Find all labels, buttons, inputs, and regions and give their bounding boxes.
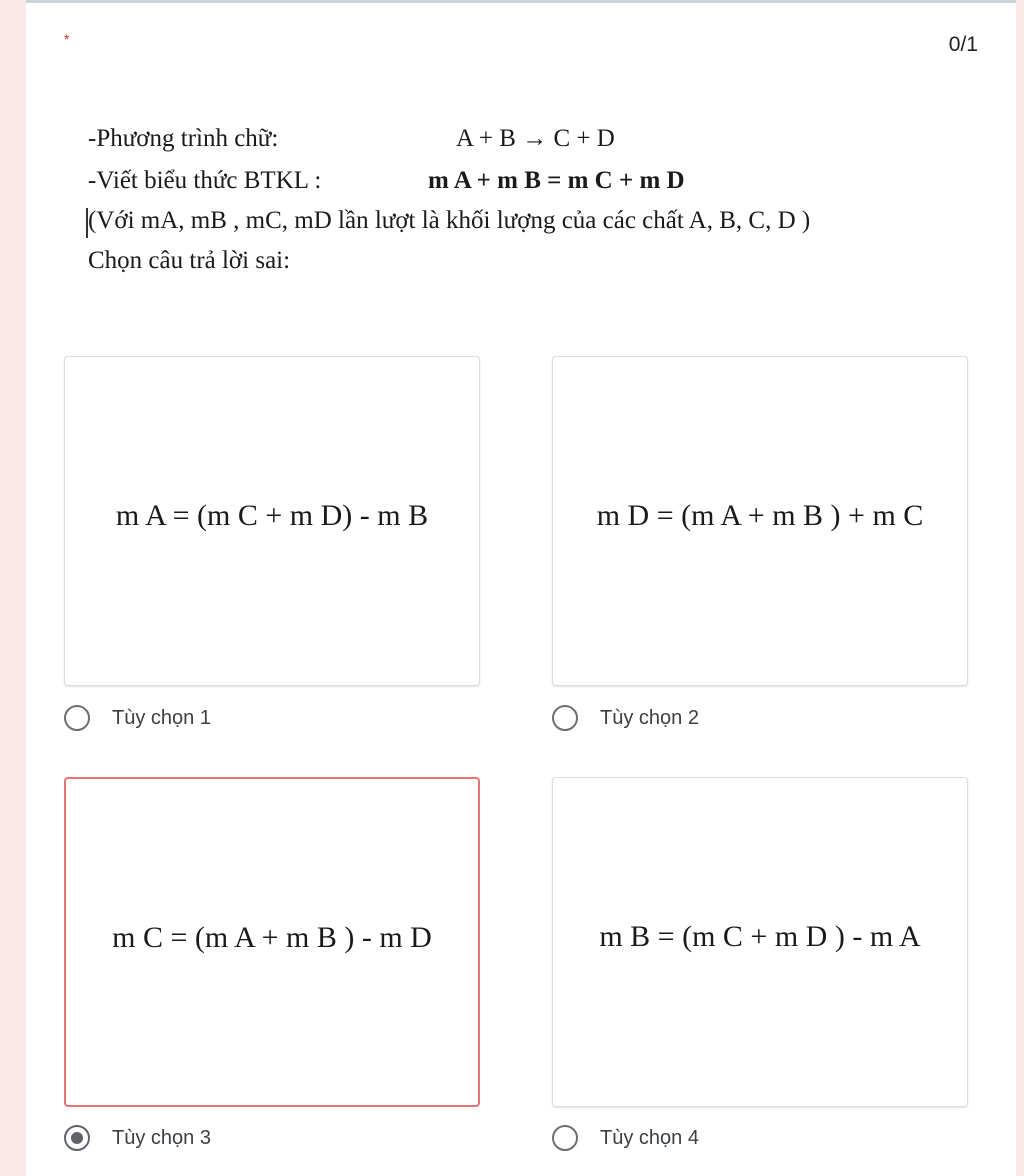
question-card: [26, 0, 1016, 1176]
mass-conservation-equation: m A + m B = m C + m D: [428, 167, 685, 194]
option-3-radio[interactable]: [64, 1125, 90, 1151]
option-4-label: Tùy chọn 4: [600, 1126, 699, 1149]
option-1-formula: m A = (m C + m D) - m B: [115, 499, 429, 532]
required-marker: *: [64, 31, 70, 47]
option-3-image[interactable]: [64, 777, 480, 1107]
option-4-image[interactable]: [552, 777, 968, 1107]
option-2[interactable]: [552, 705, 699, 731]
option-2-radio[interactable]: [552, 705, 578, 731]
option-2-label: Tùy chọn 2: [600, 706, 699, 729]
word-equation-label: -Phương trình chữ:: [88, 125, 279, 152]
option-4-formula: m B = (m C + m D ) - m A: [599, 920, 921, 953]
option-1-radio[interactable]: [64, 705, 90, 731]
option-4-radio[interactable]: [552, 1125, 578, 1151]
option-3[interactable]: [64, 1125, 211, 1151]
option-1[interactable]: [64, 705, 211, 731]
word-equation: A + B → C + D: [456, 125, 615, 152]
option-2-formula: m D = (m A + m B ) + m C: [596, 499, 924, 532]
points-score: 0/1: [948, 33, 978, 56]
option-1-label: Tùy chọn 1: [112, 706, 211, 729]
option-1-image[interactable]: [64, 356, 480, 686]
word-equation-line: [88, 125, 615, 153]
option-3-label: Tùy chọn 3: [112, 1126, 211, 1149]
mass-conservation-line: [88, 167, 685, 195]
option-2-image[interactable]: [552, 356, 968, 686]
option-3-formula: m C = (m A + m B ) - m D: [112, 921, 432, 954]
variable-note: (Với mA, mB , mC, mD lần lượt là khối lượng của các chất A, B, C, D ): [88, 207, 811, 234]
mass-conservation-label: -Viết biểu thức BTKL :: [88, 167, 322, 194]
question-prompt: Chọn câu trả lời sai:: [88, 247, 291, 274]
option-4[interactable]: [552, 1125, 699, 1151]
